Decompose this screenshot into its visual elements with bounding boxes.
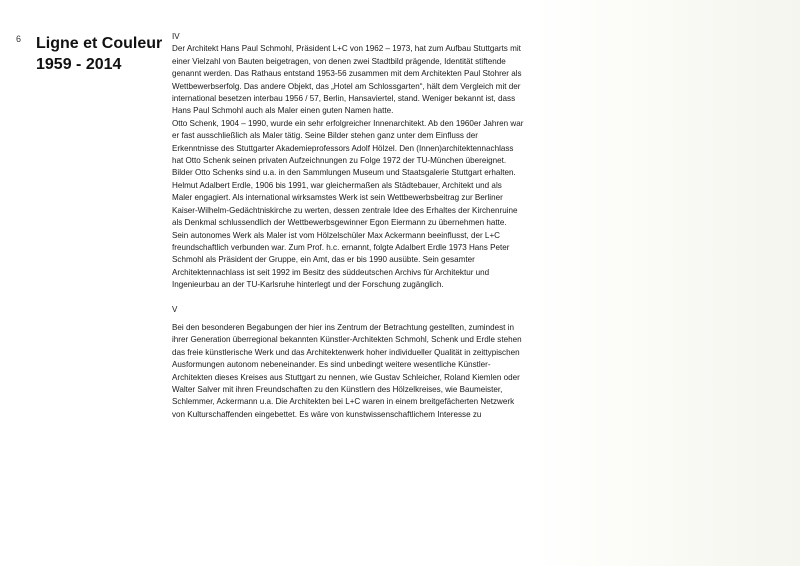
paragraph-kuenstler-architekten: Bei den besonderen Begabungen der hier ins Zentrum der Betrachtung gestellten, zumindest in ihrer Generation überregional bekannten Künstler-Architekten Schmohl, Schenk und Erdle stehen das freie künstlerische Werk und das Architektenwerk hoher individueller Qualität in zeittypischen Ausformungen autonom nebeneinander. Es sind unbedingt weitere wesentliche Künstler-Architekten dieses Kreises aus Stuttgart zu nennen, wie Gustav Schleicher, Roland Kiemlen oder Walter Salver mit ihren Freundschaften zu den Künstlern des Hölzelkreises, wie Baumeister, Schlemmer, Ackermann u.a. Die Architekten bei L+C waren in einem breitgefächerten Netzwerk von Kulturschaffenden eingebettet. Es wäre von kunstwissenschaftlichem Interesse zu: [172, 322, 522, 419]
paragraph-erdle: Helmut Adalbert Erdle, 1906 bis 1991, war gleichermaßen als Städtebauer, Architekt und als Maler engagiert. Als international wirksamstes Werk ist sein Wettbewerbsbeitrag zur Berliner Kaiser-Wilhelm-Gedächtniskirche zu werten, dessen zentrale Idee des Erhaltes der Kirchenruine als Denkmal schlussendlich der Wettbewerbsgewinner Egon Eiermann zu übernehmen hatte. Sein autonomes Werk als Maler ist vom Hölzelschüler Max Ackermann beeinflusst, der L+C freundschaftlich verbunden war. Zum Prof. h.c. ernannt, folgte Adalbert Erdle 1973 Hans Peter Schmohl als Präsident der Gruppe, ein Amt, das er bis 1990 ausübte. Sein gesamter Architektennachlass ist seit 1992 im Besitz des süddeutschen Archivs für Architektur und Ingenieurbau an der TU-Karlsruhe hinterlegt und der Forschung zugänglich.: [172, 180, 518, 290]
paragraph-schmohl: Der Architekt Hans Paul Schmohl, Präsident L+C von 1962 – 1973, hat zum Aufbau Stuttgarts mit einer Vielzahl von Bauten beigetragen, von denen zwei Stadtbild prägende, Identität stiftende genannt werden. Das Rathaus entstand 1953-56 zusammen mit dem Architekten Paul Stohrer als Wettbewerbserfolg. Das andere Objekt, das „Hotel am Schlossgarten“, hält dem Vergleich mit der international besetzen interbau 1956 / 57, Berlin, Hansaviertel, stand. Weniger bekannt ist, dass Hans Paul Schmohl auch als Maler einen guten Namen hatte.: [172, 44, 522, 116]
title-line-1: Ligne et Couleur: [36, 35, 163, 52]
page-number: 6: [16, 34, 22, 44]
page-edge-shade: [535, 0, 800, 566]
section-gap: [172, 292, 524, 304]
section-number-v: V: [172, 304, 178, 314]
page-title: [36, 33, 166, 75]
paragraph-schenk: Otto Schenk, 1904 – 1990, wurde ein sehr erfolgreicher Innenarchitekt. Ab den 1960er Jahren war er fast ausschließlich als Maler tätig. Seine Bilder stehen ganz unter dem Einfluss der Erkenntnisse des Stuttgarter Akademieprofessors Adolf Hölzel. Den (Innen)architektennachlass hat Otto Schenk seinen privaten Aufzeichnungen zu Folge 1972 der TU-München übereignet. Bilder Otto Schenks sind u.a. in den Sammlungen Museum und Staatsgalerie Stuttgart erhalten.: [172, 118, 524, 178]
title-line-2: 1959 - 2014: [36, 56, 122, 73]
section-number-iv: IV: [172, 32, 180, 41]
body-text: [172, 31, 524, 421]
